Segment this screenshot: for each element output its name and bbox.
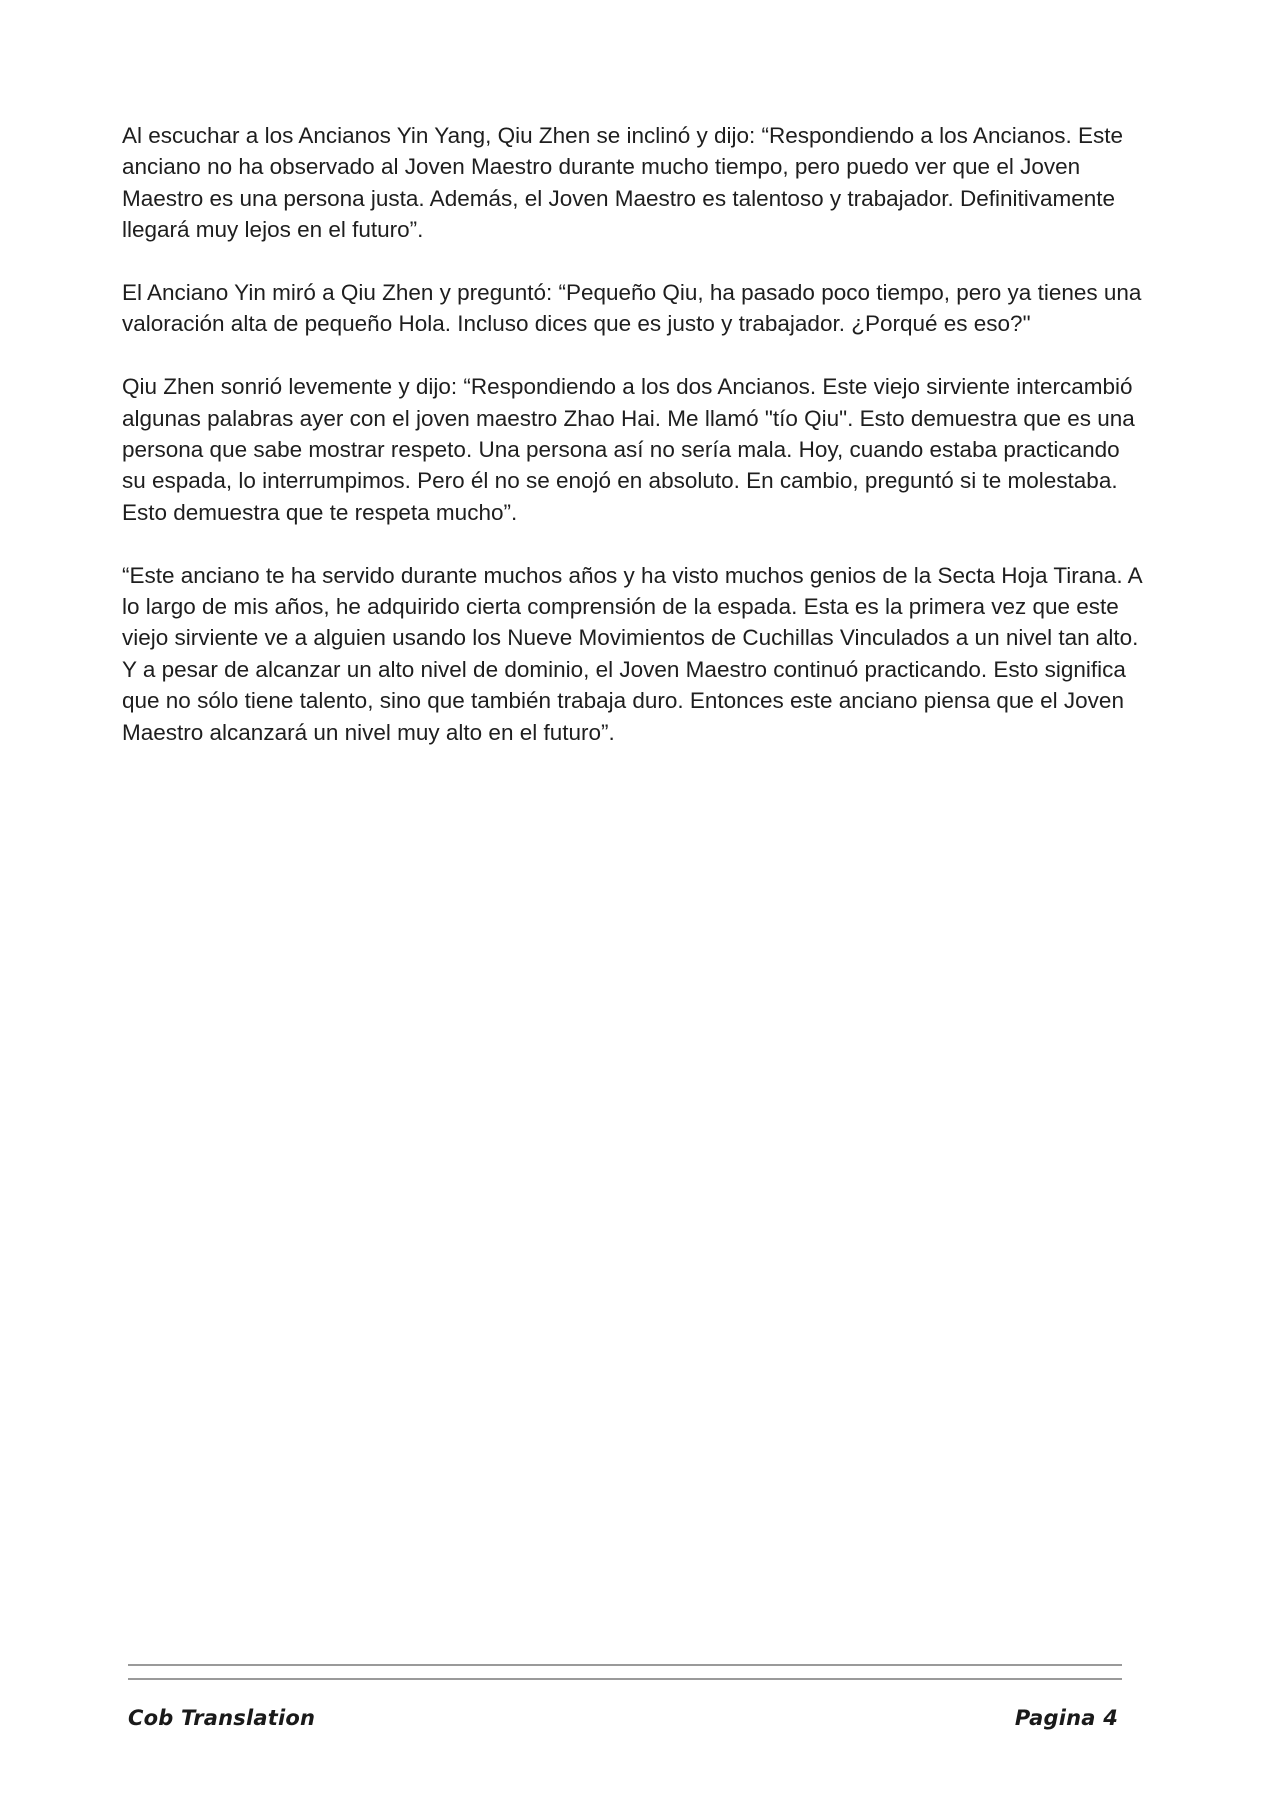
paragraph-3: Qiu Zhen sonrió levemente y dijo: “Respondiendo a los dos Ancianos. Este viejo sirviente intercambió algunas palabras ayer con el joven maestro Zhao Hai. Me llamó "tío Qiu". Esto demuestra que es una persona que sabe mostrar respeto. Una persona así no sería mala. Hoy, cuando estaba practicando su espada, lo interrumpimos. Pero él no se enojó en absoluto. En cambio, preguntó si te molestaba. Esto demuestra que te respeta mucho”. xyxy=(122,374,1135,525)
footer-translator-credit: Cob Translation xyxy=(128,1706,316,1730)
body-text xyxy=(122,120,1142,779)
paragraph-4: “Este anciano te ha servido durante muchos años y ha visto muchos genios de la Secta Hoja Tirana. A lo largo de mis años, he adquirido cierta comprensión de la espada. Esta es la primera vez que este viejo sirviente ve a alguien usando los Nueve Movimientos de Cuchillas Vinculados a un nivel tan alto. Y a pesar de alcanzar un alto nivel de dominio, el Joven Maestro continuó practicando. Esto significa que no sólo tiene talento, sino que también trabaja duro. Entonces este anciano piensa que el Joven Maestro alcanzará un nivel muy alto en el futuro”. xyxy=(122,562,1142,745)
paragraph-2: El Anciano Yin miró a Qiu Zhen y preguntó: “Pequeño Qiu, ha pasado poco tiempo, pero ya tienes una valoración alta de pequeño Hola. Incluso dices que es justo y trabajador. ¿Porqué es eso?" xyxy=(122,280,1142,337)
paragraph-1: Al escuchar a los Ancianos Yin Yang, Qiu Zhen se inclinó y dijo: “Respondiendo a los Ancianos. Este anciano no ha observado al Joven Maestro durante mucho tiempo, pero puedo ver que el Joven Maestro es una persona justa. Además, el Joven Maestro es talentoso y trabajador. Definitivamente llegará muy lejos en el futuro”. xyxy=(122,123,1124,243)
footer-divider-top xyxy=(128,1664,1122,1666)
footer-page-number: Pagina 4 xyxy=(1014,1706,1118,1730)
footer-divider-bottom xyxy=(128,1678,1122,1680)
